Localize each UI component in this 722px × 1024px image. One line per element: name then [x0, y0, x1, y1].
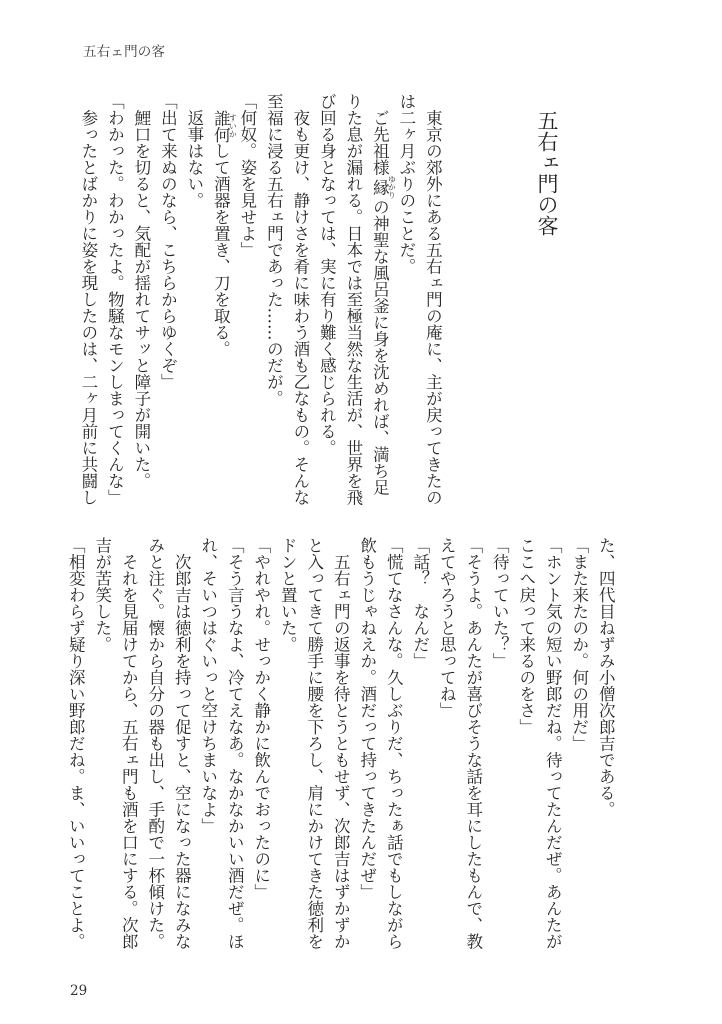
text-line: は二ヶ月ぶりのことだ。: [396, 93, 416, 275]
text-line: 「やれやれ。せっかく静かに飲んでおったのに」: [251, 537, 271, 900]
text-segment: して酒器を置き、刀を取る。: [211, 142, 231, 357]
text-line: 飲もうじゃねえか。酒だって持ってきたんだぜ」: [357, 537, 377, 900]
text-line: えてやろうと思ってね」: [437, 537, 457, 719]
text-line: それを見届けてから、五右ェ門も酒を口にする。次郎: [119, 537, 139, 950]
ruby-annotation: [211, 109, 238, 143]
text-line: 「慌てなさんな。久しぶりだ、ちったぁ話でもしながら: [384, 537, 404, 950]
text-line: び回る身となっては、実に有り難く感じられる。: [317, 93, 337, 456]
text-line: 「出て来ぬのなら、こちらからゆくぞ」: [158, 93, 178, 390]
text-line: 五右ェ門の返事を待とうともせず、次郎吉はずかずか: [331, 537, 351, 950]
text-line: れ、そいつはぐいっと空けちまいなよ」: [198, 537, 218, 834]
text-line: りた息が漏れる。日本では至極当然な生活が、世界を飛: [343, 93, 363, 506]
text-line: [366, 93, 397, 506]
bottom-text-block: [62, 537, 619, 950]
text-line: 「また来たのか。何の用だ」: [569, 537, 589, 752]
text-line: 「待っていた？」: [490, 537, 510, 669]
ruby-base: 誰何: [211, 109, 231, 143]
text-line: 「話？ なんだ」: [410, 537, 430, 669]
text-line: [207, 93, 238, 506]
ruby-base: 縁: [370, 178, 390, 196]
text-line: 吉が苦笑した。: [92, 537, 112, 653]
text-line: 次郎吉は徳利を持って促すと、空になった器になみな: [172, 537, 192, 950]
text-line: 「そう言うなよ、冷てえなあ。なかなかいい酒だぜ。ほ: [225, 537, 245, 950]
top-text-block: [74, 93, 445, 506]
text-line: 「ホント気の短い野郎だね。待ってたんだぜ。あんたが: [543, 537, 563, 950]
ruby-reading: ゆかり: [387, 175, 397, 200]
text-line: 夜も更け、静けさを肴に味わう酒も乙なもの。そんな: [290, 93, 310, 506]
ruby-annotation: [370, 175, 397, 200]
text-segment: ご先祖様: [370, 93, 390, 176]
ruby-reading: すいか: [228, 114, 238, 138]
text-line: 「そうよ。あんたが喜びそうな話を耳にしたもんで、教: [463, 537, 483, 950]
text-line: みと注ぐ。懐から自分の器も出し、手酌で一杯傾けた。: [145, 537, 165, 950]
text-line: た、四代目ねずみ小僧次郎吉である。: [596, 537, 616, 818]
text-line: 返事はない。: [184, 93, 204, 209]
text-line: 参ったとばかりに姿を現したのは、二ヶ月前に共闘し: [78, 93, 98, 506]
running-header: 五右ェ門の客: [83, 44, 166, 60]
text-line: 「何奴。姿を見せよ」: [237, 93, 257, 258]
text-line: 東京の郊外にある五右ェ門の庵に、主が戻ってきたの: [423, 93, 443, 506]
text-line: ここへ戻って来るのをさ」: [516, 537, 536, 735]
text-segment: の神聖な風呂釜に身を沈めれば、満ち足: [370, 198, 390, 496]
page-number: 29: [70, 983, 88, 999]
text-line: 至福に浸る五右ェ門であった……のだが。: [264, 93, 284, 407]
chapter-title: 五右ェ門の客: [535, 110, 559, 236]
text-line: ドンと置いた。: [278, 537, 298, 653]
text-line: 「わかった。わかったよ。物騒なモンしまってくんな」: [105, 93, 125, 506]
text-line: と入ってきて勝手に腰を下ろし、肩にかけてきた徳利を: [304, 537, 324, 950]
text-line: 「相変わらず疑り深い野郎だね。ま、いいってことよ。: [66, 537, 86, 950]
text-segment: [211, 93, 230, 110]
text-line: 鯉口を切ると、気配が揺れてサッと障子が開いた。: [131, 93, 151, 489]
